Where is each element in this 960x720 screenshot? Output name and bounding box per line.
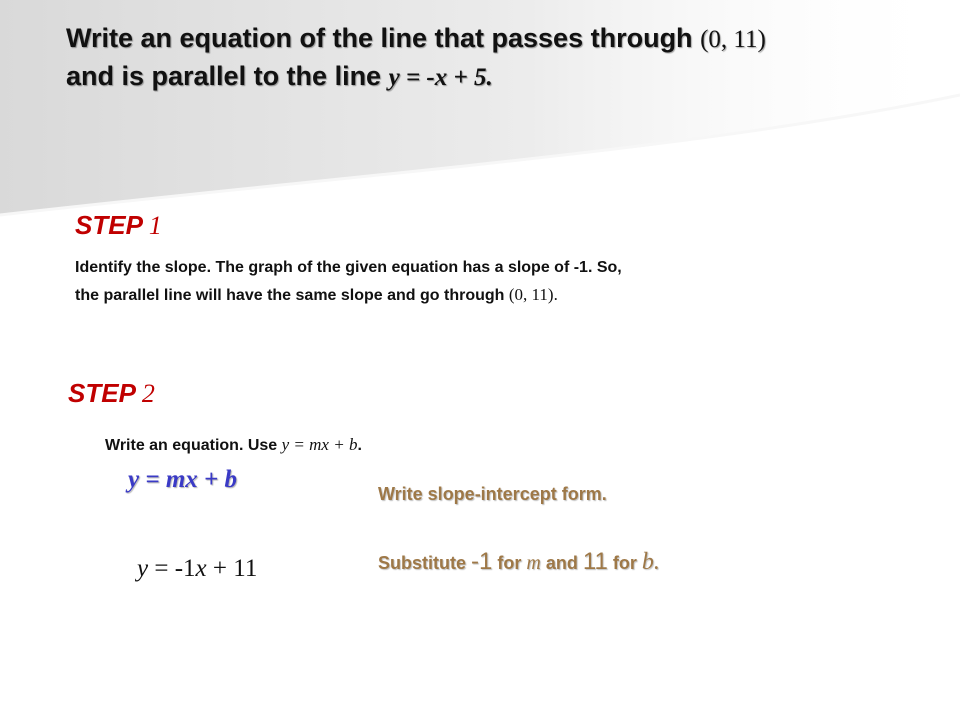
step1-number: 1 — [148, 211, 162, 240]
note-substitute-value-m: -1 — [471, 548, 493, 575]
equation-final — [137, 555, 257, 583]
step2-number: 2 — [141, 379, 155, 408]
step1-label: STEP — [75, 210, 143, 240]
step1-heading — [75, 210, 162, 241]
equation-final-y: y — [137, 555, 149, 582]
step2-instruction-end: . — [357, 437, 362, 454]
note-substitute-value-b: 11 — [582, 548, 608, 575]
step2-instruction-formula: y = mx + b — [281, 435, 358, 454]
step1-text-line1: Identify the slope. The graph of the given equation has a slope of -1. So, — [75, 259, 622, 276]
note-substitute — [378, 548, 660, 576]
equation-general: y = mx + b — [128, 466, 238, 493]
title-equation: y = -x + 5. — [388, 64, 493, 91]
equation-final-equals: = -1 — [148, 555, 196, 582]
note-substitute-var-m: m — [526, 552, 541, 574]
step1-point: (0, 11). — [508, 285, 558, 304]
page-title — [66, 20, 946, 96]
note-substitute-part3: and — [545, 553, 578, 573]
step2-label: STEP — [68, 378, 136, 408]
note-substitute-var-b: b. — [641, 549, 660, 575]
note-substitute-part4: for — [612, 553, 637, 573]
note-substitute-part1: Substitute — [378, 553, 466, 573]
equation-final-rest: + 11 — [206, 555, 258, 582]
equation-final-x: x — [195, 555, 207, 582]
step2-instruction — [105, 431, 362, 459]
step2-heading — [68, 378, 155, 409]
title-line2-text: and is parallel to the line — [66, 61, 382, 91]
note-substitute-part2: for — [497, 553, 522, 573]
step1-text-line2: the parallel line will have the same slope and go through — [75, 287, 505, 304]
note-slope-intercept: Write slope-intercept form. — [378, 484, 607, 504]
step2-instruction-text: Write an equation. Use — [105, 437, 278, 454]
step1-text — [75, 254, 935, 309]
title-line1-text: Write an equation of the line that passes through — [66, 23, 693, 53]
title-point: (0, 11) — [700, 26, 766, 53]
